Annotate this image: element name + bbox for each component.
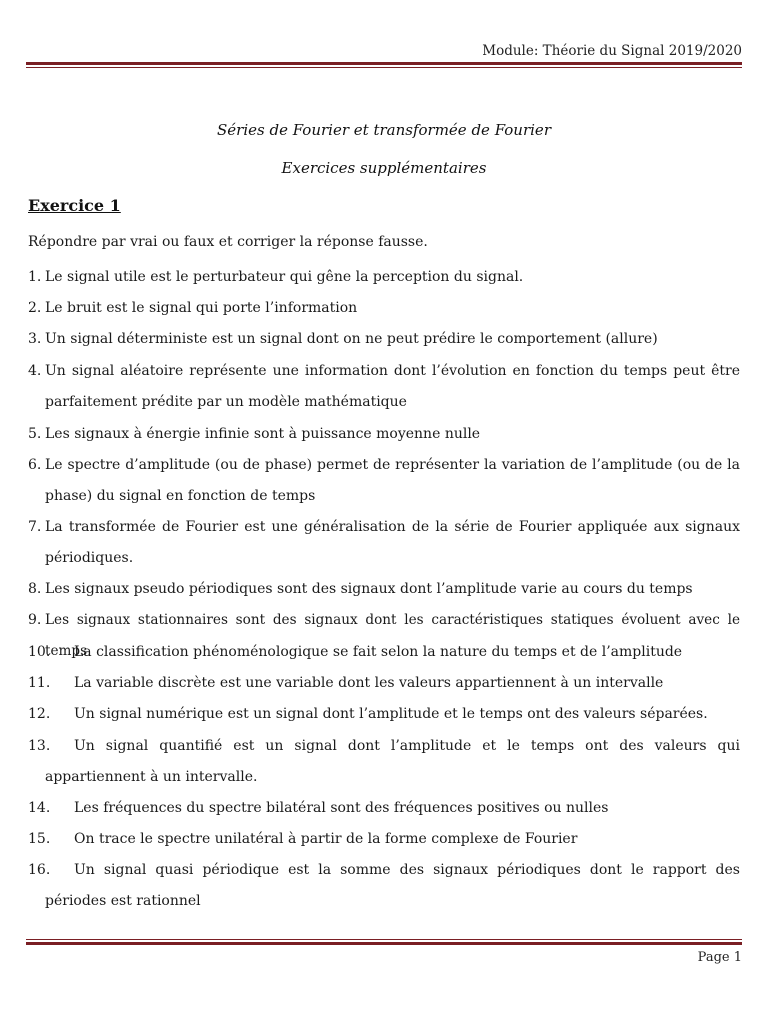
- item-text: Le spectre d’amplitude (ou de phase) permet de représenter la variation de l’amplitude (ou de la phase) du signal en fonction de temps: [45, 457, 740, 504]
- document-title: Séries de Fourier et transformée de Fourier: [217, 121, 551, 139]
- list-item: [28, 293, 740, 324]
- header-rule: [26, 62, 742, 68]
- list-item: [28, 450, 740, 512]
- item-text: On trace le spectre unilatéral à partir de la forme complexe de Fourier: [74, 831, 578, 847]
- item-text: Les signaux à énergie infinie sont à puissance moyenne nulle: [45, 426, 481, 442]
- item-number: 3.: [28, 331, 42, 347]
- list-item: [28, 824, 740, 855]
- document-subtitle: Exercices supplémentaires: [281, 159, 487, 177]
- page-header-module: Module: Théorie du Signal 2019/2020: [482, 43, 742, 59]
- item-number: 5.: [28, 426, 42, 442]
- item-number: 6.: [28, 457, 42, 473]
- item-text: La classification phénoménologique se fait selon la nature du temps et de l’amplitude: [74, 644, 683, 660]
- item-number: 2.: [28, 300, 42, 316]
- item-text: Un signal quantifié est un signal dont l’amplitude et le temps ont des valeurs qui appartiennent à un intervalle.: [45, 738, 740, 785]
- item-text: La transformée de Fourier est une généralisation de la série de Fourier appliquée aux signaux périodiques.: [45, 519, 740, 566]
- item-number: 10.: [28, 644, 51, 660]
- item-number: 9.: [28, 612, 42, 628]
- list-item: [28, 356, 740, 418]
- list-item: [28, 793, 740, 824]
- item-text: La variable discrète est une variable dont les valeurs appartiennent à un intervalle: [74, 675, 664, 691]
- item-number: 12.: [28, 706, 51, 722]
- item-number: 11.: [28, 675, 51, 691]
- page-number: Page 1: [697, 950, 742, 965]
- item-text: Le bruit est le signal qui porte l’information: [45, 300, 358, 316]
- item-text: Un signal aléatoire représente une information dont l’évolution en fonction du temps peut être parfaitement prédite par un modèle mathématique: [45, 363, 740, 410]
- item-text: Un signal déterministe est un signal dont on ne peut prédire le comportement (allure): [45, 331, 658, 347]
- item-text: Les signaux pseudo périodiques sont des signaux dont l’amplitude varie au cours du temps: [45, 581, 693, 597]
- footer-rule: [26, 939, 742, 945]
- list-item: [28, 731, 740, 793]
- list-item: [28, 699, 740, 730]
- item-number: 7.: [28, 519, 42, 535]
- list-item: [28, 574, 740, 605]
- item-number: 16.: [28, 862, 51, 878]
- exercise-instruction: Répondre par vrai ou faux et corriger la réponse fausse.: [28, 234, 428, 250]
- item-number: 1.: [28, 269, 42, 285]
- list-item: [28, 324, 740, 355]
- item-text: Le signal utile est le perturbateur qui gêne la perception du signal.: [45, 269, 524, 285]
- list-item: [28, 637, 740, 668]
- item-text: Les signaux stationnaires sont des signaux dont les caractéristiques statiques évoluent avec le temps: [45, 612, 740, 659]
- list-item: [28, 262, 740, 293]
- list-item: [28, 855, 740, 917]
- list-item: [28, 419, 740, 450]
- item-text: Un signal numérique est un signal dont l’amplitude et le temps ont des valeurs séparées.: [74, 706, 708, 722]
- item-number: 15.: [28, 831, 51, 847]
- item-number: 14.: [28, 800, 51, 816]
- exercise-heading: Exercice 1: [28, 196, 121, 215]
- item-number: 4.: [28, 363, 42, 379]
- item-number: 8.: [28, 581, 42, 597]
- item-text: Les fréquences du spectre bilatéral sont des fréquences positives ou nulles: [74, 800, 609, 816]
- list-item: [28, 512, 740, 574]
- list-item: [28, 668, 740, 699]
- item-text: Un signal quasi périodique est la somme des signaux périodiques dont le rapport des périodes est rationnel: [45, 862, 740, 909]
- item-number: 13.: [28, 738, 51, 754]
